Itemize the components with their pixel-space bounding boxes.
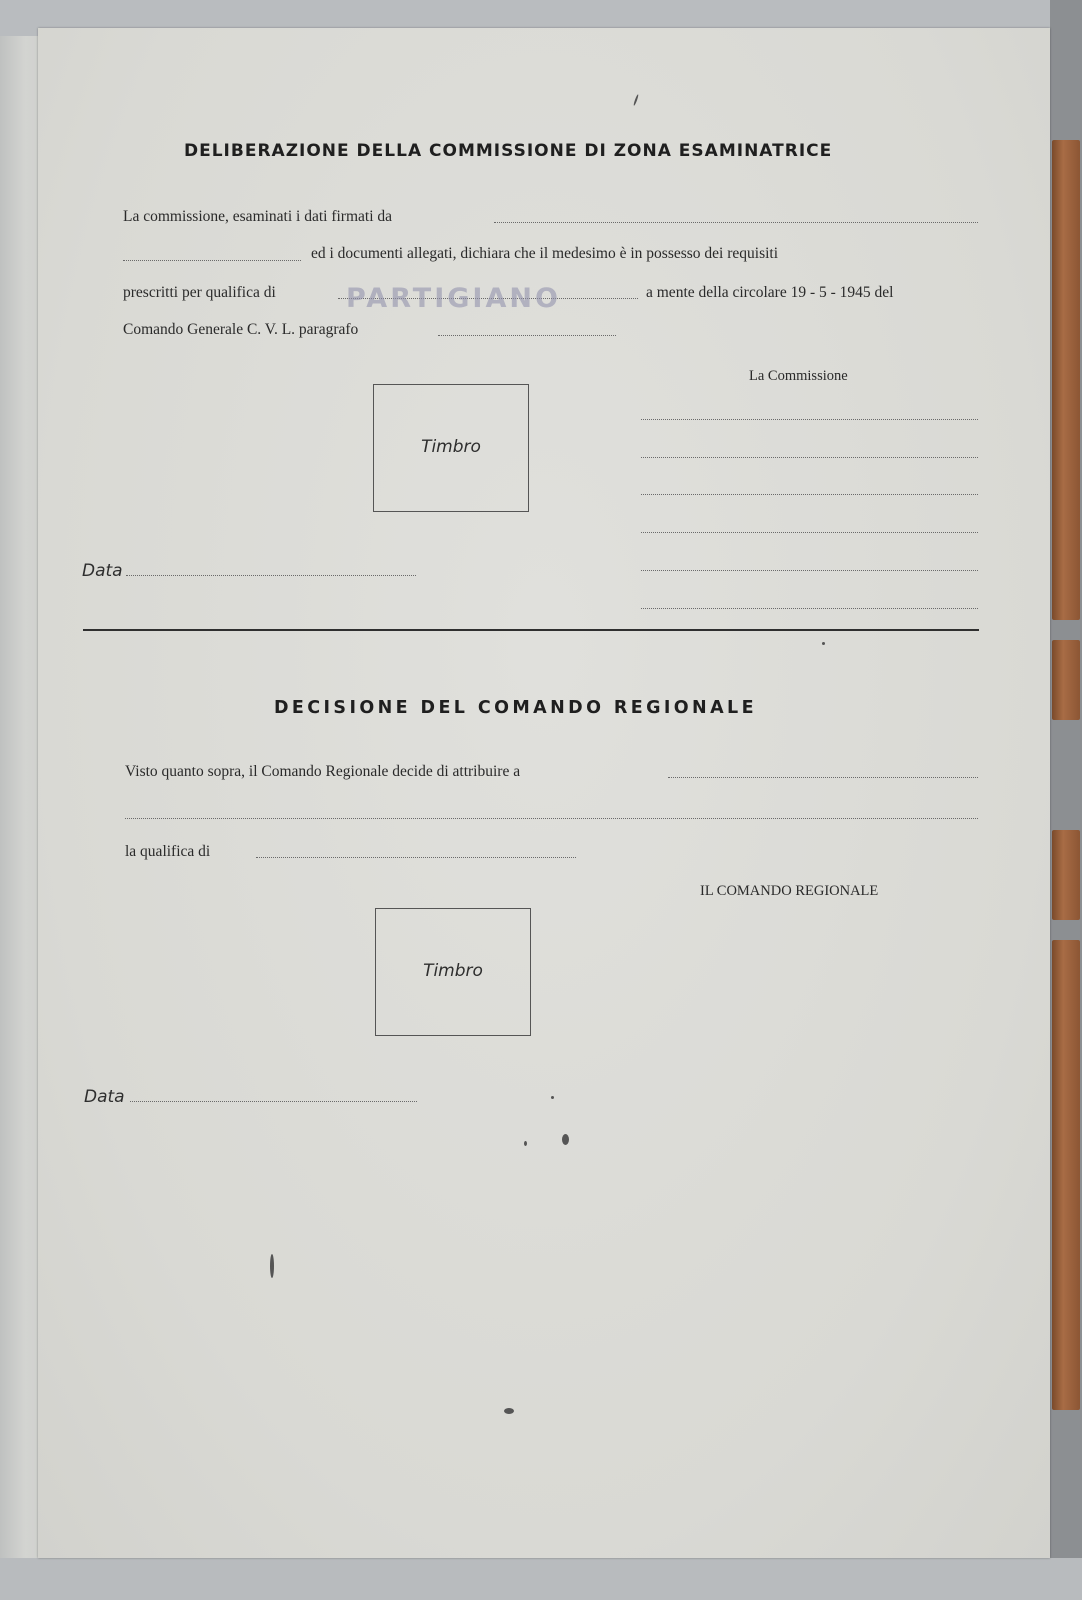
section2-line1: Visto quanto sopra, il Comando Regionale decide di attribuire a <box>125 763 521 780</box>
binder-tab <box>1052 940 1080 1410</box>
signature-line <box>641 608 978 609</box>
signature-line <box>641 570 978 571</box>
binder-tab <box>1052 830 1080 920</box>
date-label: Data <box>82 561 123 581</box>
paper-speck <box>524 1141 527 1146</box>
stamp-label: Timbro <box>423 961 483 981</box>
background-bottom <box>0 1558 1082 1600</box>
fill-line <box>125 818 978 819</box>
signature-label: IL COMANDO REGIONALE <box>700 883 879 899</box>
signature-line <box>641 457 978 458</box>
signature-line <box>641 494 978 495</box>
fill-line <box>438 335 616 336</box>
fill-line <box>256 857 576 858</box>
stamp-box <box>375 908 531 1036</box>
fill-line <box>494 222 978 223</box>
paper-speck <box>270 1254 274 1278</box>
section-divider <box>83 629 979 631</box>
paper-speck <box>504 1408 514 1414</box>
section1-title: DELIBERAZIONE DELLA COMMISSIONE DI ZONA ESAMINATRICE <box>184 141 833 161</box>
binder-tab <box>1052 640 1080 720</box>
section1-line4: Comando Generale C. V. L. paragrafo <box>123 321 359 338</box>
paper-speck <box>822 642 825 645</box>
section1-line3-start: prescritti per qualifica di <box>123 284 276 301</box>
section1-line2: ed i documenti allegati, dichiara che il medesimo è in possesso dei requisiti <box>311 245 779 262</box>
section1-line3-end: a mente della circolare 19 - 5 - 1945 del <box>646 284 894 301</box>
signature-line <box>641 419 978 420</box>
commission-label: La Commissione <box>749 368 848 384</box>
date-label: Data <box>84 1087 125 1107</box>
date-line <box>126 575 416 576</box>
qualifica-stamp: PARTIGIANO <box>346 283 561 314</box>
binder-tab <box>1052 140 1080 620</box>
paper-speck <box>551 1096 554 1099</box>
section1-line1: La commissione, esaminati i dati firmati da <box>123 208 393 225</box>
paper-speck <box>562 1134 569 1145</box>
stamp-box <box>373 384 529 512</box>
fill-line <box>123 260 301 261</box>
section2-title: DECISIONE DEL COMANDO REGIONALE <box>274 698 757 718</box>
fill-line <box>668 777 978 778</box>
document-page <box>38 28 1050 1558</box>
date-line <box>130 1101 417 1102</box>
signature-line <box>641 532 978 533</box>
stamp-label: Timbro <box>421 437 481 457</box>
section2-line2: la qualifica di <box>125 843 211 860</box>
paper-speck <box>633 94 639 106</box>
